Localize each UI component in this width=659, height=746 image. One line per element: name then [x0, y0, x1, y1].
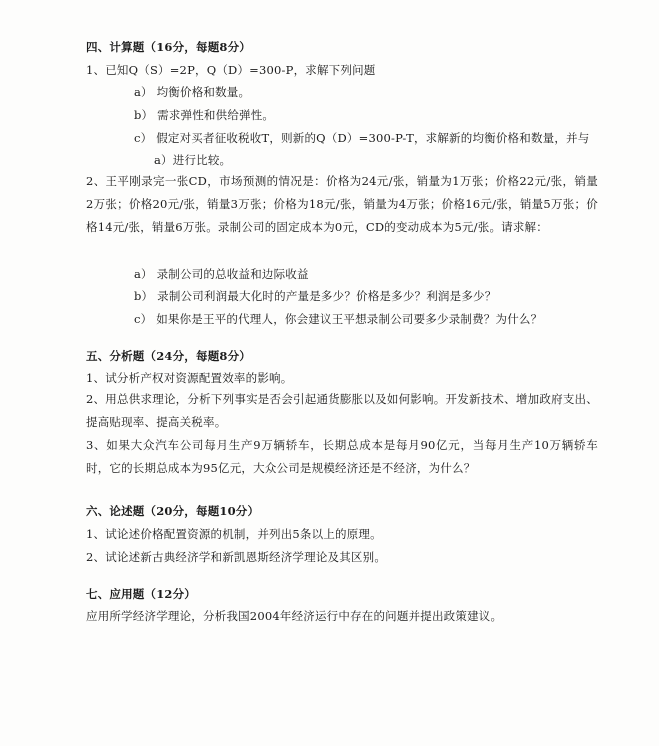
section-calc-heading: 四、计算题（16分，每题8分）	[86, 40, 252, 54]
analysis-q1: 1、试分析产权对资源配置效率的影响。	[86, 371, 293, 385]
calc-q1-c-line1: c） 假定对买者征收税收T，则新的Q（D）=300-P-T，求解新的均衡价格和数量，并与	[134, 131, 590, 145]
calc-q2-a: a） 录制公司的总收益和边际收益	[134, 267, 309, 281]
calc-q1-b: b） 需求弹性和供给弹性。	[134, 108, 275, 122]
section-essay-heading: 六、论述题（20分，每题10分）	[86, 504, 260, 518]
calc-q2-b: b） 录制公司利润最大化时的产量是多少？价格是多少？利润是多少？	[134, 289, 497, 303]
calc-q2-stem: 2、王平刚录完一张CD，市场预测的情况是：价格为24元/张，销量为1万张；价格22元/张，销量2万张；价格20元/张，销量3万张；价格为18元/张，销量为4万张；价格16元/张，销量5万张；价格14元/张，销量6万张。录制公司的固定成本为0元，CD的变动成本为5元/张。请求解：	[86, 174, 598, 234]
calc-q2-c: c） 如果你是王平的代理人，你会建议王平想录制公司要多少录制费？为什么？	[134, 312, 543, 326]
application-q1: 应用所学经济学理论，分析我国2004年经济运行中存在的问题并提出政策建议。	[86, 609, 503, 623]
calc-q1-a: a） 均衡价格和数量。	[134, 85, 251, 99]
section-application-heading: 七、应用题（12分）	[86, 587, 197, 601]
calc-q1-c-line2: a）进行比较。	[154, 153, 232, 167]
calc-q1-stem: 1、已知Q（S）=2P，Q（D）=300-P，求解下列问题	[86, 63, 376, 77]
essay-q2: 2、试论述新古典经济学和新凯恩斯经济学理论及其区别。	[86, 550, 387, 564]
essay-q1: 1、试论述价格配置资源的机制，并列出5条以上的原理。	[86, 527, 382, 541]
analysis-q3: 3、如果大众汽车公司每月生产9万辆轿车，长期总成本是每月90亿元，当每月生产10万辆轿车时，它的长期总成本为95亿元，大众公司是规模经济还是不经济，为什么？	[86, 438, 598, 475]
section-analysis-heading: 五、分析题（24分，每题8分）	[86, 349, 252, 363]
analysis-q2: 2、用总供求理论，分析下列事实是否会引起通货膨胀以及如何影响。开发新技术、增加政府支出、提高贴现率、提高关税率。	[86, 392, 598, 429]
